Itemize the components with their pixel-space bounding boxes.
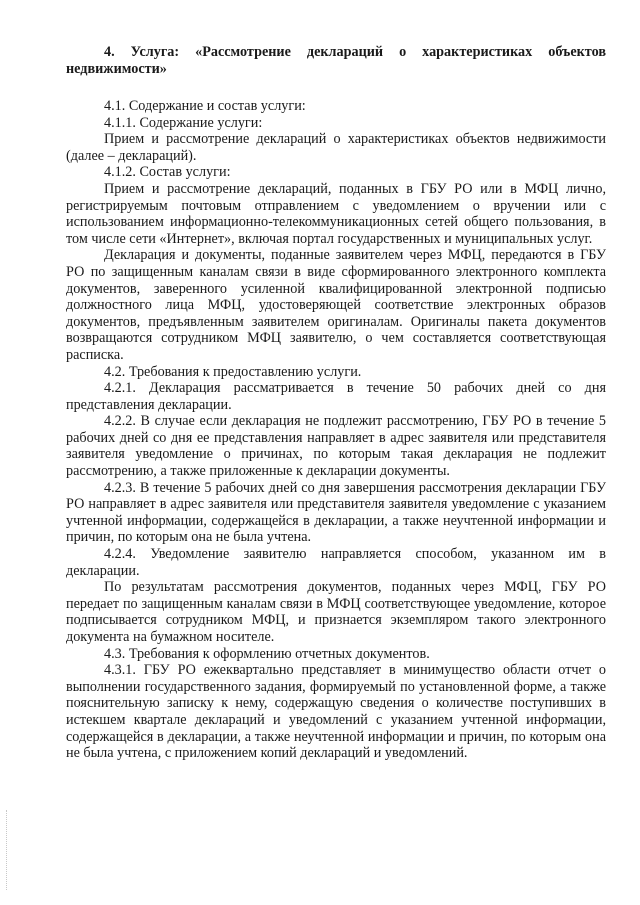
- paragraph-4-1-2: 4.1.2. Состав услуги:: [104, 164, 231, 181]
- paragraph-service-content: Прием и рассмотрение деклараций о характеристиках объектов недвижимости (далее – деклараций).: [66, 131, 606, 164]
- paragraph-4-2-3: 4.2.3. В течение 5 рабочих дней со дня завершения рассмотрения декларации ГБУ РО направляет в адрес заявителя или представителя заявителя уведомление с указанием учтенной информации, содержащейся в декларации, а также неучтенной информации и причин, по которым она не была учтена.: [66, 479, 606, 546]
- paragraph-4-3-1: 4.3.1. ГБУ РО ежеквартально представляет в минимущество области отчет о выполнении государственного задания, формируемый по установленной форме, а также пояснительную записку к нему, содержащую сведения о количестве поступивших в истекшем квартале деклараций и уведомлений с указанием учтенной информации, содержащейся в декларации, а также неучтенной информации и причин, по которым она не была учтена, с приложением копий деклараций и уведомлений.: [66, 662, 606, 762]
- paragraph-service-composition: Прием и рассмотрение деклараций, поданных в ГБУ РО или в МФЦ лично, регистрируемым почтовым отправлением с уведомлением о вручении или с использованием информационно-телекоммуникационных сетей общего пользования, в том числе сети «Интернет», включая портал государственных и муниципальных услуг.: [66, 180, 606, 247]
- paragraph-4-2-2: 4.2.2. В случае если декларация не подлежит рассмотрению, ГБУ РО в течение 5 рабочих дней со дня ее представления направляет в адрес заявителя или представителя заявителя уведомление о причинах, по которым такая декларация не подлежит рассмотрению, а также приложенные к декларации документы.: [66, 413, 606, 480]
- paragraph-4-3: 4.3. Требования к оформлению отчетных документов.: [104, 645, 430, 662]
- paragraph-4-2: 4.2. Требования к предоставлению услуги.: [104, 363, 362, 380]
- document-body: [66, 44, 606, 762]
- paragraph-mfc-transfer: Декларация и документы, поданные заявителем через МФЦ, передаются в ГБУ РО по защищенным каналам связи в виде сформированного электронного комплекта документов, заверенного усиленной квалифицированной электронной подписью должностного лица МФЦ, удостоверяющей соответствие электронных образов документов, предъявленным заявителем оригиналам. Оригиналы пакета документов возвращаются сотрудником МФЦ заявителю, о чем составляется соответствующая расписка.: [66, 247, 606, 363]
- margin-scan-artifact: [6, 810, 9, 890]
- paragraph-4-1: 4.1. Содержание и состав услуги:: [104, 98, 306, 114]
- paragraph-mfc-results: По результатам рассмотрения документов, поданных через МФЦ, ГБУ РО передает по защищенным каналам связи в МФЦ соответствующее уведомление, которое подписывается сотрудником МФЦ, и признается экземпляром такого электронного документа на бумажном носителе.: [66, 579, 606, 645]
- paragraph-4-2-1: 4.2.1. Декларация рассматривается в течение 50 рабочих дней со дня представления декларации.: [66, 380, 606, 413]
- section-heading: 4. Услуга: «Рассмотрение деклараций о характеристиках объектов недвижимости»: [66, 44, 606, 77]
- paragraph-4-1-1: 4.1.1. Содержание услуги:: [104, 114, 263, 131]
- paragraph-4-2-4: 4.2.4. Уведомление заявителю направляется способом, указанном им в декларации.: [66, 546, 606, 579]
